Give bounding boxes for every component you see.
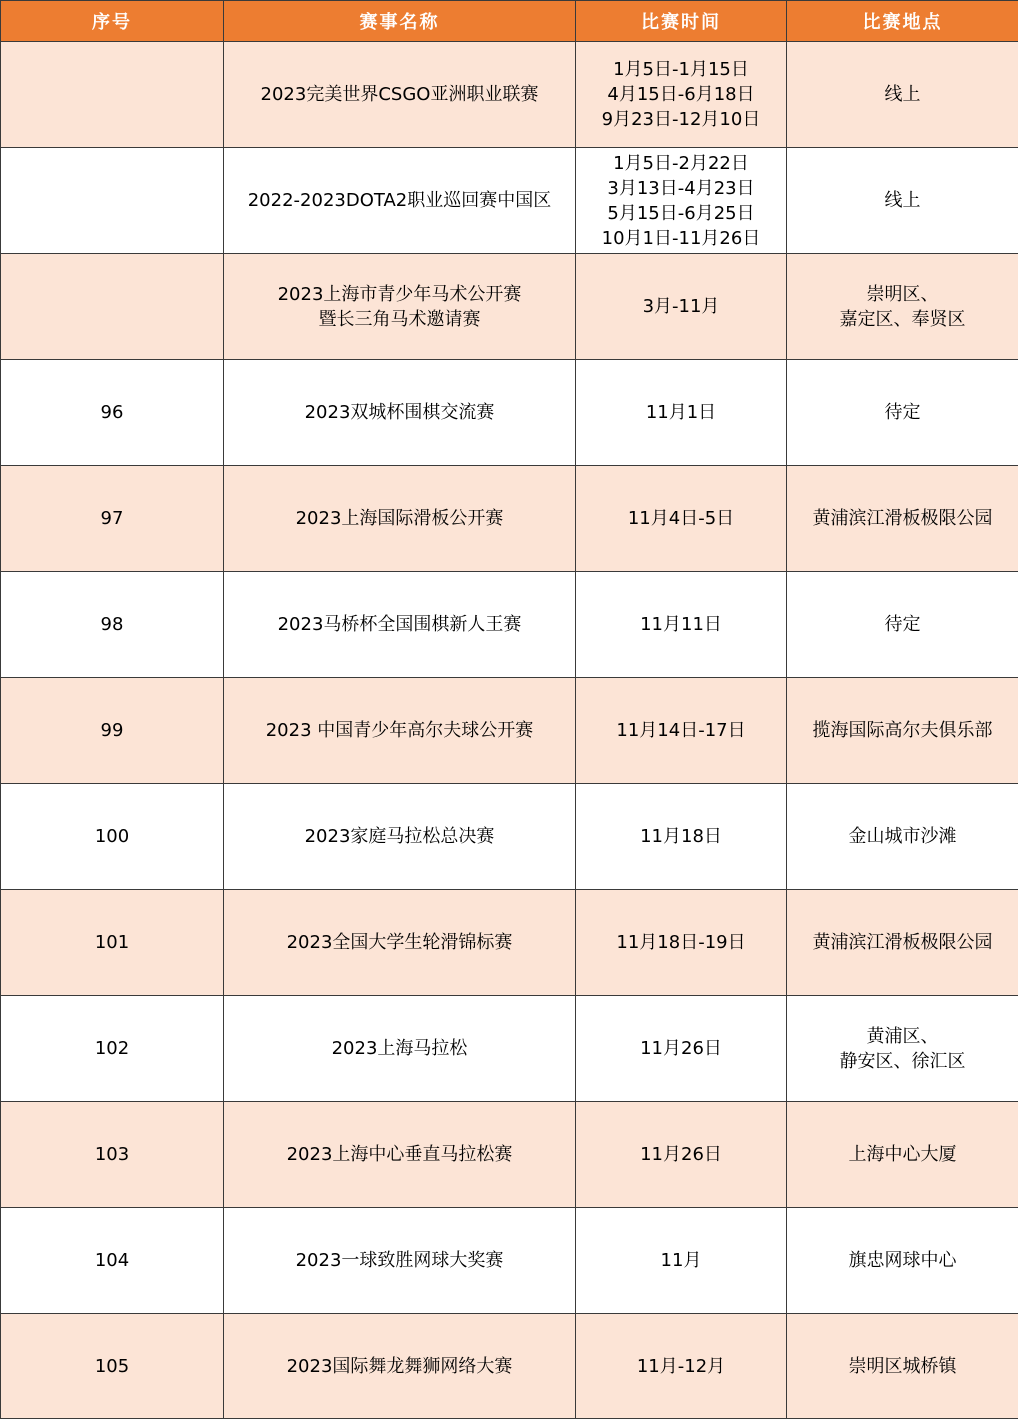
table-row [1,890,1018,996]
cell-number: 98 [1,572,224,678]
cell-event-name-line: 2023 中国青少年高尔夫球公开赛 [265,720,534,741]
cell-event-name [224,996,576,1102]
table-row [1,466,1018,572]
cell-event-time [576,254,787,360]
cell-event-time-line: 10月1日-11月26日 [601,227,761,249]
cell-event-time [576,148,787,254]
cell-event-time-line: 11月 [660,1250,702,1271]
cell-number [1,42,224,148]
table-row [1,148,1018,254]
cell-event-location [787,784,1018,890]
cell-event-time [576,360,787,466]
cell-event-time-line: 3月-11月 [642,296,720,317]
cell-event-name [224,784,576,890]
cell-event-location [787,678,1018,784]
cell-event-time [576,890,787,996]
cell-event-time-line: 11月4日-5日 [627,508,735,529]
table-row [1,42,1018,148]
cell-event-name [224,890,576,996]
cell-event-location-line: 旗忠网球中心 [848,1250,957,1271]
cell-event-name [224,466,576,572]
cell-number [1,254,224,360]
header-event-name: 赛事名称 [224,1,576,42]
cell-event-time-line: 1月5日-2月22日 [613,152,749,174]
cell-event-location [787,1314,1018,1419]
cell-event-location-line: 金山城市沙滩 [848,826,957,847]
table-header [1,1,1018,42]
cell-event-location [787,360,1018,466]
cell-event-location-line: 待定 [884,402,921,423]
cell-event-time-line: 5月15日-6月25日 [607,202,755,224]
cell-number: 103 [1,1102,224,1208]
cell-number: 104 [1,1208,224,1314]
cell-event-time-line: 9月23日-12月10日 [601,109,761,130]
cell-event-time-line: 11月-12月 [636,1355,726,1377]
cell-event-time [576,1208,787,1314]
cell-event-time-line: 11月18日 [640,826,722,847]
cell-event-time [576,572,787,678]
cell-event-name-line: 2023上海国际滑板公开赛 [295,508,504,529]
cell-event-location [787,1102,1018,1208]
header-event-location: 比赛地点 [787,1,1018,42]
cell-event-time-line: 11月26日 [640,1144,722,1165]
cell-number: 105 [1,1314,224,1419]
cell-event-name-line: 2023一球致胜网球大奖赛 [295,1250,504,1271]
cell-event-time [576,1102,787,1208]
cell-event-location-line: 黄浦滨江滑板极限公园 [812,508,993,529]
cell-event-location [787,254,1018,360]
cell-event-time-line: 3月13日-4月23日 [607,177,755,199]
cell-event-name-line: 2023马桥杯全国围棋新人王赛 [277,614,522,635]
cell-number: 99 [1,678,224,784]
cell-number [1,148,224,254]
cell-event-time [576,784,787,890]
cell-event-location-line: 线上 [884,84,921,105]
cell-event-location [787,572,1018,678]
cell-event-time-line: 11月1日 [645,402,717,423]
cell-event-location-line: 上海中心大厦 [848,1144,957,1165]
cell-event-time [576,42,787,148]
table-row [1,678,1018,784]
cell-event-name-line: 2023上海市青少年马术公开赛 [277,283,522,305]
cell-event-location-line: 崇明区城桥镇 [848,1355,957,1377]
cell-event-name [224,42,576,148]
cell-event-name-line: 2023上海马拉松 [331,1038,468,1059]
cell-event-location-line: 揽海国际高尔夫俱乐部 [812,720,993,741]
cell-event-location [787,996,1018,1102]
table-row [1,572,1018,678]
cell-event-name-line: 2023全国大学生轮滑锦标赛 [286,932,513,953]
cell-event-location [787,890,1018,996]
cell-event-name [224,148,576,254]
cell-event-name-line: 2023国际舞龙舞狮网络大赛 [286,1355,513,1377]
cell-event-location [787,148,1018,254]
cell-event-name-line: 2023完美世界CSGO亚洲职业联赛 [260,84,539,105]
cell-event-time-line: 11月11日 [640,614,722,635]
cell-event-time-line: 11月14日-17日 [616,720,746,741]
cell-event-location-line: 静安区、徐汇区 [839,1050,966,1072]
cell-event-name-line: 暨长三角马术邀请赛 [318,308,481,330]
cell-event-location-line: 黄浦区、 [866,1025,939,1047]
cell-event-location-line: 线上 [884,190,921,211]
cell-event-time-line: 4月15日-6月18日 [607,84,755,105]
cell-event-name-line: 2023家庭马拉松总决赛 [304,826,495,847]
cell-number: 100 [1,784,224,890]
cell-event-location-line: 嘉定区、奉贤区 [839,308,966,330]
table-row [1,1102,1018,1208]
header-event-time: 比赛时间 [576,1,787,42]
table-row [1,996,1018,1102]
table-row [1,360,1018,466]
cell-event-location [787,466,1018,572]
cell-event-time-line: 11月26日 [640,1038,722,1059]
cell-number: 102 [1,996,224,1102]
cell-event-location-line: 崇明区、 [866,283,939,305]
cell-event-location-line: 待定 [884,614,921,635]
cell-event-location [787,42,1018,148]
cell-event-name [224,1102,576,1208]
cell-event-time [576,996,787,1102]
cell-event-name [224,1314,576,1419]
cell-number: 96 [1,360,224,466]
cell-event-time [576,466,787,572]
header-row [1,1,1018,42]
cell-event-location-line: 黄浦滨江滑板极限公园 [812,932,993,953]
header-number: 序号 [1,1,224,42]
cell-event-time-line: 11月18日-19日 [616,932,746,953]
table-row [1,254,1018,360]
cell-event-time [576,678,787,784]
table-row [1,1208,1018,1314]
cell-event-time [576,1314,787,1419]
cell-number: 97 [1,466,224,572]
table-row [1,1314,1018,1419]
cell-event-name [224,678,576,784]
cell-number: 101 [1,890,224,996]
cell-event-name [224,572,576,678]
cell-event-name-line: 2022-2023DOTA2职业巡回赛中国区 [247,190,552,211]
cell-event-name-line: 2023双城杯围棋交流赛 [304,402,495,423]
cell-event-name [224,254,576,360]
table-row [1,784,1018,890]
cell-event-name [224,1208,576,1314]
cell-event-time-line: 1月5日-1月15日 [613,59,749,80]
cell-event-name-line: 2023上海中心垂直马拉松赛 [286,1144,513,1165]
table-body [1,42,1018,1419]
cell-event-location [787,1208,1018,1314]
cell-event-name [224,360,576,466]
